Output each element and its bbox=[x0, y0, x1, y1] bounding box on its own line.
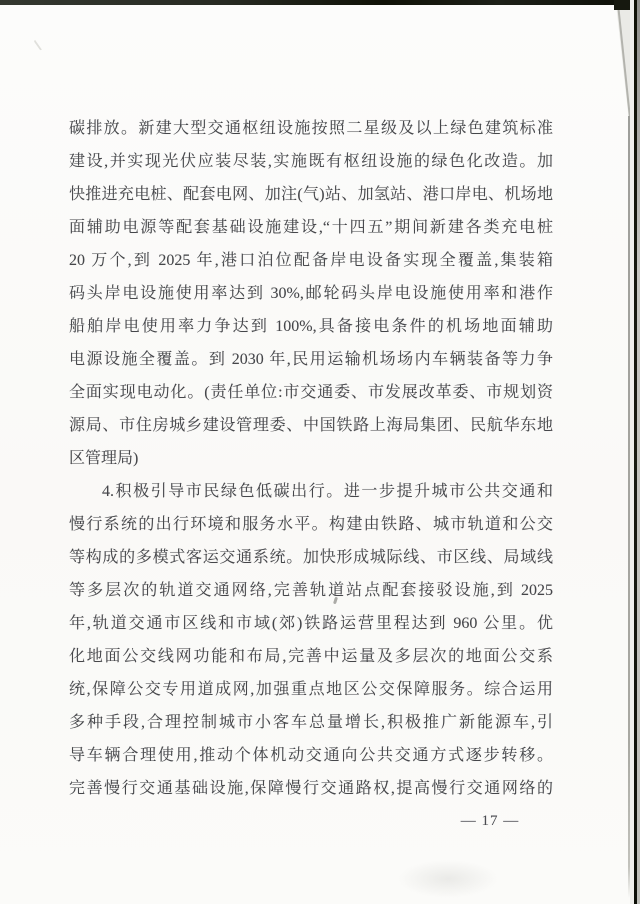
text-line: 源局、市住房城乡建设管理委、中国铁路上海局集团、民航华东地 bbox=[69, 417, 553, 434]
text-line: 年,轨道交通市区线和市域(郊)铁路运营里程达到 960 公里。优 bbox=[69, 615, 553, 632]
document-body bbox=[69, 112, 553, 805]
scan-shadow bbox=[398, 860, 498, 898]
text-line: 区管理局) bbox=[69, 450, 139, 467]
text-line: 统,保障公交专用道成网,加强重点地区公交保障服务。综合运用 bbox=[69, 681, 553, 698]
text-line: 多种手段,合理控制城市小客车总量增长,积极推广新能源车,引 bbox=[69, 714, 553, 731]
page-number: — 17 — bbox=[460, 813, 520, 829]
text-line: 4.积极引导市民绿色低碳出行。进一步提升城市公共交通和 bbox=[102, 483, 553, 500]
scan-artifact bbox=[33, 35, 48, 51]
text-line: 电源设施全覆盖。到 2030 年,民用运输机场场内车辆装备等力争 bbox=[69, 351, 553, 368]
text-line: 码头岸电设施使用率达到 30%,邮轮码头岸电设施使用率和港作 bbox=[69, 285, 553, 302]
text-line: 面辅助电源等配套基础设施建设,“十四五”期间新建各类充电桩 bbox=[69, 219, 553, 236]
text-line: 全面实现电动化。(责任单位:市交通委、市发展改革委、市规划资 bbox=[69, 384, 553, 401]
text-line: 船舶岸电使用率力争达到 100%,具备接电条件的机场地面辅助 bbox=[69, 318, 553, 335]
text-line: 等多层次的轨道交通网络,完善轨道站点配套接驳设施,到 2025 bbox=[69, 582, 553, 599]
text-line: 建设,并实现光伏应装尽装,实施既有枢纽设施的绿色化改造。加 bbox=[69, 153, 553, 170]
text-line: 化地面公交线网功能和布局,完善中运量及多层次的地面公交系 bbox=[69, 648, 553, 665]
text-line: 慢行系统的出行环境和服务水平。构建由铁路、城市轨道和公交 bbox=[69, 516, 553, 533]
text-line: 20 万个,到 2025 年,港口泊位配备岸电设备实现全覆盖,集装箱 bbox=[69, 252, 553, 269]
text-line: 完善慢行交通基础设施,保障慢行交通路权,提高慢行交通网络的 bbox=[69, 780, 553, 797]
text-line: 等构成的多模式客运交通系统。加快形成城际线、市区线、局域线 bbox=[69, 549, 553, 566]
text-line: 快推进充电桩、配套电网、加注(气)站、加氢站、港口岸电、机场地 bbox=[69, 186, 553, 203]
text-line: 碳排放。新建大型交通枢纽设施按照二星级及以上绿色建筑标准 bbox=[69, 120, 553, 137]
scan-top-edge bbox=[0, 0, 640, 5]
text-line: 导车辆合理使用,推动个体机动交通向公共交通方式逐步转移。 bbox=[69, 747, 553, 764]
